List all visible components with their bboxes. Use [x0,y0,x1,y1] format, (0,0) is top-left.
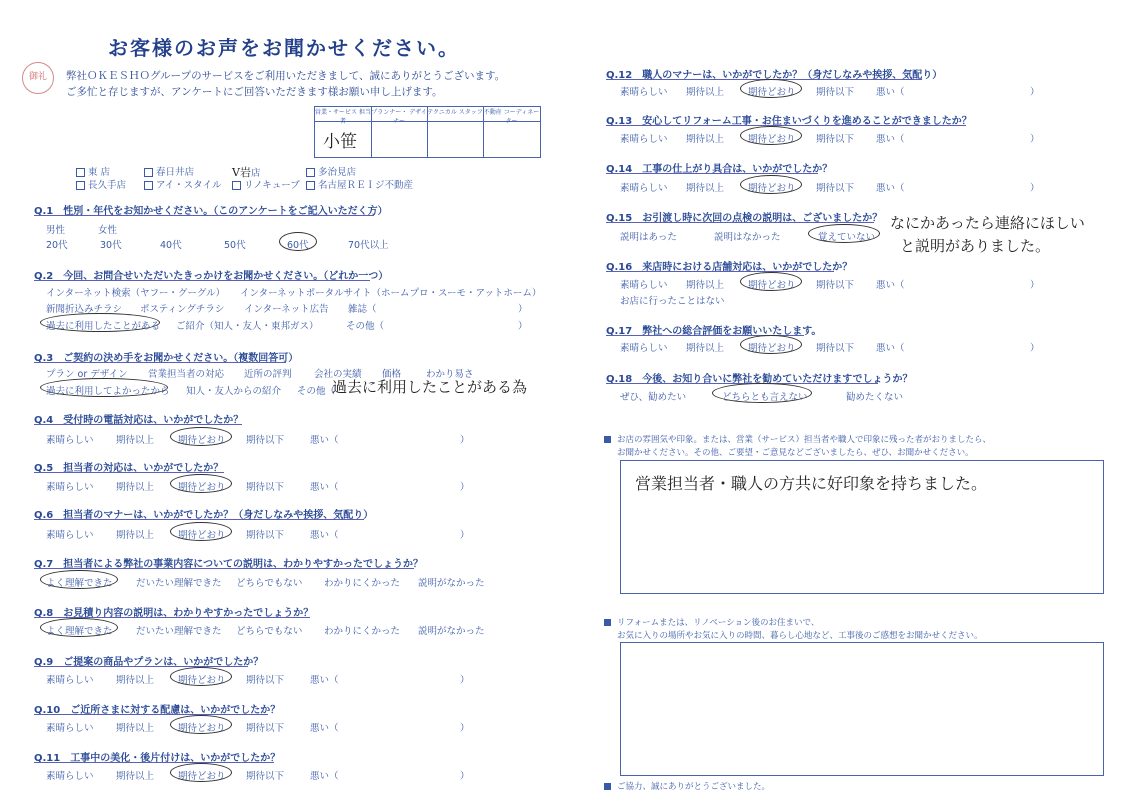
comments-prompt-1b: お聞かせください。その他、ご要望・ご意見などございましたら、ぜひ、お聞かせください。 [617,448,974,458]
q2-other[interactable]: その他（ [346,321,385,332]
answer-circle [170,763,232,782]
q7-well-understood[interactable]: よく理解できた [46,578,113,589]
q3-clarity[interactable]: わかり易さ [426,369,474,380]
answer-circle [40,378,168,397]
q5-heading: Q.5 担当者の対応は、いかがでしたか？ [34,463,224,474]
comments-box-2[interactable] [620,642,1104,776]
q1-age-20[interactable]: 20代 [46,240,68,251]
q2-magazine[interactable]: 雑誌（ [348,304,377,315]
store-higashi[interactable]: 東 店 [76,164,110,178]
q17-heading: Q.17 弊社への総合評価をお願いいたします。 [606,326,822,337]
q5-bad[interactable]: 悪い（ [310,482,339,493]
q10-close: ） [460,723,470,734]
q4-excellent[interactable]: 素晴らしい [46,435,94,446]
q10-excellent[interactable]: 素晴らしい [46,723,94,734]
thanks-line: ご協力、誠にありがとうございました。 [604,780,770,792]
q14-excellent[interactable]: 素晴らしい [620,183,668,194]
store-istyle[interactable]: アイ・スタイル [144,177,221,191]
store-nagoya-realestate[interactable]: 名古屋ＲＥＩジ不動産 [306,177,413,191]
q16-below[interactable]: 期待以下 [816,280,855,291]
q7-heading: Q.7 担当者による弊社の事業内容についての説明は、わかりやすかったでしょうか？ [34,559,424,570]
q3-neighborhood-reputation[interactable]: 近所の評判 [244,369,292,380]
q16-bad[interactable]: 悪い（ [876,280,905,291]
q4-bad[interactable]: 悪い（ [310,435,339,446]
q10-heading: Q.10 ご近所さまに対する配慮は、いかがでしたか？ [34,705,281,716]
answer-circle [740,79,802,98]
q7-neutral[interactable]: どちらでもない [236,578,303,589]
q1-age-40[interactable]: 40代 [160,240,182,251]
q7-hard-to-understand[interactable]: わかりにくかった [324,578,401,589]
q4-heading: Q.4 受付時の電話対応は、いかがでしたか？ [34,415,244,426]
staff-col-planner: プランナー・ デザイナー [371,109,427,125]
q1-age-70plus[interactable]: 70代以上 [348,240,389,251]
q13-as-expected[interactable]: 期待どおり [748,134,796,145]
q5-excellent[interactable]: 素晴らしい [46,482,94,493]
q2-posting-flyer[interactable]: ポスティングチラシ [140,304,225,315]
q1-female[interactable]: 女性 [98,225,118,236]
answer-circle [740,126,802,145]
q2-magazine-close: ） [518,304,528,315]
q1-age-50[interactable]: 50代 [224,240,246,251]
sales-staff-name: 小笹 [323,132,357,152]
q12-close: ） [1030,87,1040,98]
comments-prompt-1a: お店の雰囲気や印象。または、営業（サービス）担当者や職人で印象に残った者がおりましたら、 [604,433,991,445]
q13-excellent[interactable]: 素晴らしい [620,134,668,145]
q1-age-30[interactable]: 30代 [100,240,122,251]
q17-excellent[interactable]: 素晴らしい [620,343,668,354]
q8-hard-to-understand[interactable]: わかりにくかった [324,626,401,637]
q17-as-expected[interactable]: 期待どおり [748,343,796,354]
q3-price[interactable]: 価格 [382,369,402,380]
answer-circle [40,313,160,332]
q13-bad[interactable]: 悪い（ [876,134,905,145]
q5-close: ） [460,482,470,493]
q16-heading: Q.16 来店時における店舗対応は、いかがでしたか？ [606,262,853,273]
q6-as-expected[interactable]: 期待どおり [178,530,226,541]
store-kasugai[interactable]: 春日井店 [144,164,194,178]
q2-internet-search[interactable]: インターネット検索（ヤフー・グーグル） [46,288,226,299]
q2-referral[interactable]: ご紹介（知人・友人・東邦ガス） [176,321,319,332]
q4-below[interactable]: 期待以下 [246,435,285,446]
q7-mostly-understood[interactable]: だいたい理解できた [136,578,222,589]
q16-as-expected[interactable]: 期待どおり [748,280,796,291]
q3-company-record[interactable]: 会社の実績 [314,369,362,380]
q2-used-before[interactable]: 過去に利用したことがある [46,321,161,332]
answer-circle [40,570,118,589]
q2-newspaper-flyer[interactable]: 新聞折込みチラシ [46,304,123,315]
q14-above[interactable]: 期待以上 [686,183,725,194]
q16-excellent[interactable]: 素晴らしい [620,280,668,291]
q15-handwritten-1: なにかあったら連絡にほしい [890,214,1085,232]
q13-heading: Q.13 安心してリフォーム工事・お住まいづくりを進めることができましたか？ [606,116,972,127]
q12-below[interactable]: 期待以下 [816,87,855,98]
answer-circle [170,427,232,446]
answer-circle [740,335,802,354]
answer-circle [279,232,317,251]
q16-close: ） [1030,280,1040,291]
answer-circle [740,175,802,194]
q18-heading: Q.18 今後、お知り合いに弊社を勧めていただけますでしょうか？ [606,374,913,385]
q9-heading: Q.9 ご提案の商品やプランは、いかがでしたか？ [34,657,264,668]
q14-heading: Q.14 工事の仕上がり具合は、いかがでしたか？ [606,164,833,175]
q12-heading: Q.12 職人のマナーは、いかがでしたか？（身だしなみや挨拶、気配り） [606,70,943,81]
q8-neutral[interactable]: どちらでもない [236,626,303,637]
q15-dont-remember[interactable]: 覚えていない [818,232,876,243]
comments-box-1[interactable] [620,460,1104,594]
q18-undecided[interactable]: どちらとも言えない [722,392,808,403]
q3-good-past-experience[interactable]: 過去に利用してよかったから [46,386,170,397]
q6-bad[interactable]: 悪い（ [310,530,339,541]
q18-not-recommend[interactable]: 勧めたくない [846,392,904,403]
q6-close: ） [460,530,470,541]
q11-as-expected[interactable]: 期待どおり [178,771,226,782]
answer-circle [170,522,232,541]
q12-above[interactable]: 期待以上 [686,87,725,98]
q12-bad[interactable]: 悪い（ [876,87,905,98]
answer-circle [712,383,812,403]
q11-bad[interactable]: 悪い（ [310,771,339,782]
q13-below[interactable]: 期待以下 [816,134,855,145]
q13-above[interactable]: 期待以上 [686,134,725,145]
q5-above[interactable]: 期待以上 [116,482,155,493]
q3-acquaintance-referral[interactable]: 知人・友人からの紹介 [186,386,282,397]
bullet-icon [604,436,611,443]
q11-below[interactable]: 期待以下 [246,771,285,782]
q5-below[interactable]: 期待以下 [246,482,285,493]
q5-as-expected[interactable]: 期待どおり [178,482,226,493]
staff-col-technical: テクニカル スタッフ [427,107,484,122]
intro-line-1: 弊社ＯＫＥＳＨＯグループのサービスをご利用いただきまして、誠にありがとうございます。 [66,70,506,82]
answer-circle [170,474,232,493]
q3-handwritten-answer: 過去に利用したことがある為 [332,378,528,396]
q17-close: ） [1030,343,1040,354]
q16-never-visited[interactable]: お店に行ったことはない [620,296,725,307]
q11-close: ） [460,771,470,782]
q11-heading: Q.11 工事中の美化・後片付けは、いかがでしたか？ [34,753,281,764]
q10-as-expected[interactable]: 期待どおり [178,723,226,734]
q6-above[interactable]: 期待以上 [116,530,155,541]
q6-below[interactable]: 期待以下 [246,530,285,541]
q8-heading: Q.8 お見積り内容の説明は、わかりやすかったでしょうか？ [34,608,314,619]
comments-prompt-2a: リフォームまたは、リノベーション後のお住まいで、 [604,616,819,628]
comments-answer-1: 営業担当者・職人の方共に好印象を持ちました。 [635,474,988,493]
intro-line-2: ご多忙と存じますが、アンケートにご回答いただきます様お願い申し上げます。 [66,86,443,98]
q17-above[interactable]: 期待以上 [686,343,725,354]
q9-excellent[interactable]: 素晴らしい [46,675,94,686]
q14-below[interactable]: 期待以下 [816,183,855,194]
store-checked[interactable]: V岩店 [232,166,261,179]
q10-above[interactable]: 期待以上 [116,723,155,734]
q3-sales-response[interactable]: 営業担当者の対応 [148,369,225,380]
q6-excellent[interactable]: 素晴らしい [46,530,94,541]
staff-col-realestate: 不動産 コーディネーター [483,109,540,125]
q17-bad[interactable]: 悪い（ [876,343,905,354]
answer-circle [170,715,232,734]
q8-mostly-understood[interactable]: だいたい理解できた [136,626,222,637]
q2-heading: Q.2 今回、お問合せいただいたきっかけをお聞かせください。（どれか一つ） [34,271,389,282]
q10-bad[interactable]: 悪い（ [310,723,339,734]
q4-above[interactable]: 期待以上 [116,435,155,446]
staff-col-sales: 営業・サービス 担当者 [315,109,371,125]
q11-excellent[interactable]: 素晴らしい [46,771,94,782]
q14-bad[interactable]: 悪い（ [876,183,905,194]
q1-heading: Q.1 性別・年代をお知かせください。（このアンケートをご記入いただく方） [34,206,388,217]
q10-below[interactable]: 期待以下 [246,723,285,734]
q9-as-expected[interactable]: 期待どおり [178,675,226,686]
answer-circle [170,667,232,686]
q17-below[interactable]: 期待以下 [816,343,855,354]
q11-above[interactable]: 期待以上 [116,771,155,782]
q16-above[interactable]: 期待以上 [686,280,725,291]
bullet-icon [604,783,611,790]
q9-above[interactable]: 期待以上 [116,675,155,686]
q2-other-close: ） [518,321,528,332]
q4-close: ） [460,435,470,446]
q8-well-understood[interactable]: よく理解できた [46,626,113,637]
q2-internet-ad[interactable]: インターネット広告 [244,304,329,315]
comments-prompt-2b: お気に入りの場所やお気に入りの時間、暮らし心地など、工事後のご感想をお聞かせください。 [617,631,983,641]
q9-below[interactable]: 期待以下 [246,675,285,686]
q7-no-explanation[interactable]: 説明がなかった [418,578,485,589]
q4-as-expected[interactable]: 期待どおり [178,435,226,446]
q3-heading: Q.3 ご契約の決め手をお聞かせください。（複数回答可） [34,353,299,364]
q13-close: ） [1030,134,1040,145]
q15-not-explained[interactable]: 説明はなかった [714,232,781,243]
company-seal: 御礼 [22,62,54,94]
q18-recommend[interactable]: ぜひ、勧めたい [620,392,687,403]
q1-male[interactable]: 男性 [46,225,66,236]
q15-explained[interactable]: 説明はあった [620,232,677,243]
q6-heading: Q.6 担当者のマナーは、いかがでしたか？（身だしなみや挨拶、気配り） [34,510,374,521]
store-tajimi[interactable]: 多治見店 [306,164,356,178]
store-nagakute[interactable]: 長久手店 [76,177,126,191]
answer-circle [808,224,880,243]
q12-as-expected[interactable]: 期待どおり [748,87,796,98]
q14-close: ） [1030,183,1040,194]
q9-close: ） [460,675,470,686]
answer-circle [40,618,118,637]
store-renocube[interactable]: リノキューブ [232,177,300,191]
q2-portal-site[interactable]: インターネットポータルサイト（ホームプロ・スーモ・アットホーム） [240,288,542,299]
staff-grid [314,106,541,158]
q15-heading: Q.15 お引渡し時に次回の点検の説明は、ございましたか？ [606,213,883,224]
q3-other[interactable]: その他（ [297,386,336,397]
q8-no-explanation[interactable]: 説明がなかった [418,626,485,637]
bullet-icon [604,619,611,626]
q15-handwritten-2: と説明がありました。 [900,237,1051,255]
q12-excellent[interactable]: 素晴らしい [620,87,668,98]
q9-bad[interactable]: 悪い（ [310,675,339,686]
q3-plan-design[interactable]: プラン or デザイン [46,369,128,380]
answer-circle [740,272,802,291]
page-title: お客様のお声をお聞かせください。 [108,36,460,60]
q14-as-expected[interactable]: 期待どおり [748,183,796,194]
q1-age-60[interactable]: 60代 [287,240,309,251]
